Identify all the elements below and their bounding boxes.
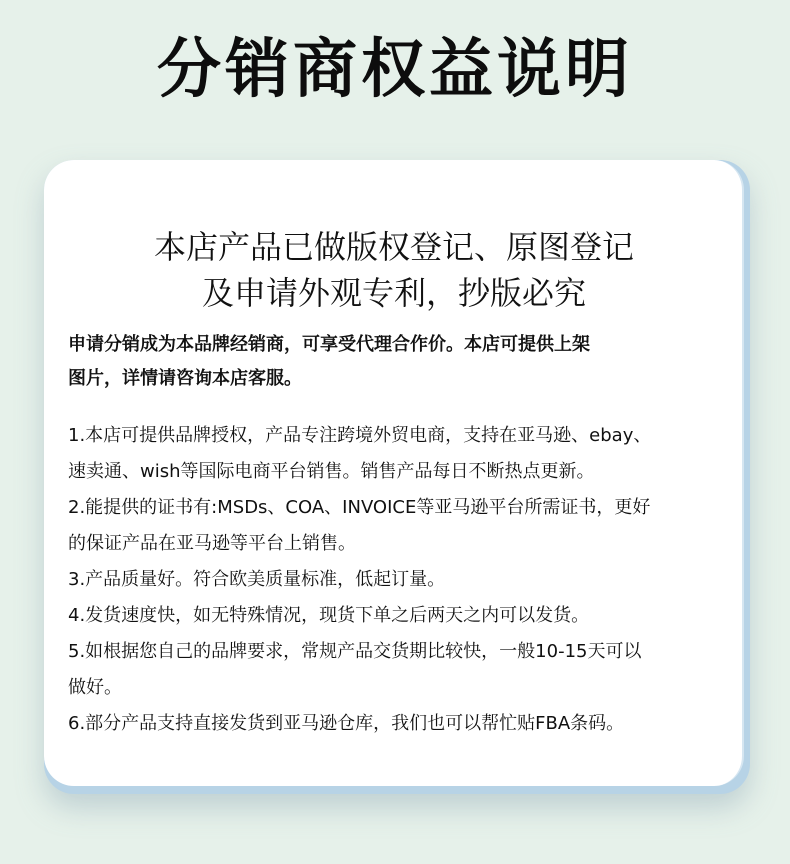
copyright-notice	[44, 224, 744, 316]
intro-line-1: 申请分销成为本品牌经销商，可享受代理合作价。本店可提供上架	[68, 334, 590, 355]
distributor-intro	[68, 328, 728, 396]
benefit-line: 2.能提供的证书有:MSDs、COA、INVOICE等亚马逊平台所需证书，更好	[68, 497, 651, 518]
intro-line-2: 图片，详情请咨询本店客服。	[68, 368, 302, 389]
benefit-line: 4.发货速度快，如无特殊情况，现货下单之后两天之内可以发货。	[68, 605, 590, 626]
info-card	[44, 160, 744, 786]
benefit-line: 6.部分产品支持直接发货到亚马逊仓库，我们也可以帮忙贴FBA条码。	[68, 713, 625, 734]
page-title: 分销商权益说明	[157, 33, 633, 107]
benefit-line: 做好。	[68, 677, 122, 698]
benefit-line: 1.本店可提供品牌授权，产品专注跨境外贸电商，支持在亚马逊、ebay、	[68, 425, 652, 446]
benefits-list	[68, 418, 736, 742]
benefit-line: 5.如根据您自己的品牌要求，常规产品交货期比较快，一般10-15天可以	[68, 641, 642, 662]
benefit-line: 3.产品质量好。符合欧美质量标准，低起订量。	[68, 569, 446, 590]
copyright-notice-line-1: 本店产品已做版权登记、原图登记	[153, 228, 634, 266]
copyright-notice-line-2: 及申请外观专利，抄版必究	[201, 274, 586, 312]
benefit-line: 速卖通、wish等国际电商平台销售。销售产品每日不断热点更新。	[68, 461, 595, 482]
benefit-line: 的保证产品在亚马逊等平台上销售。	[68, 533, 356, 554]
